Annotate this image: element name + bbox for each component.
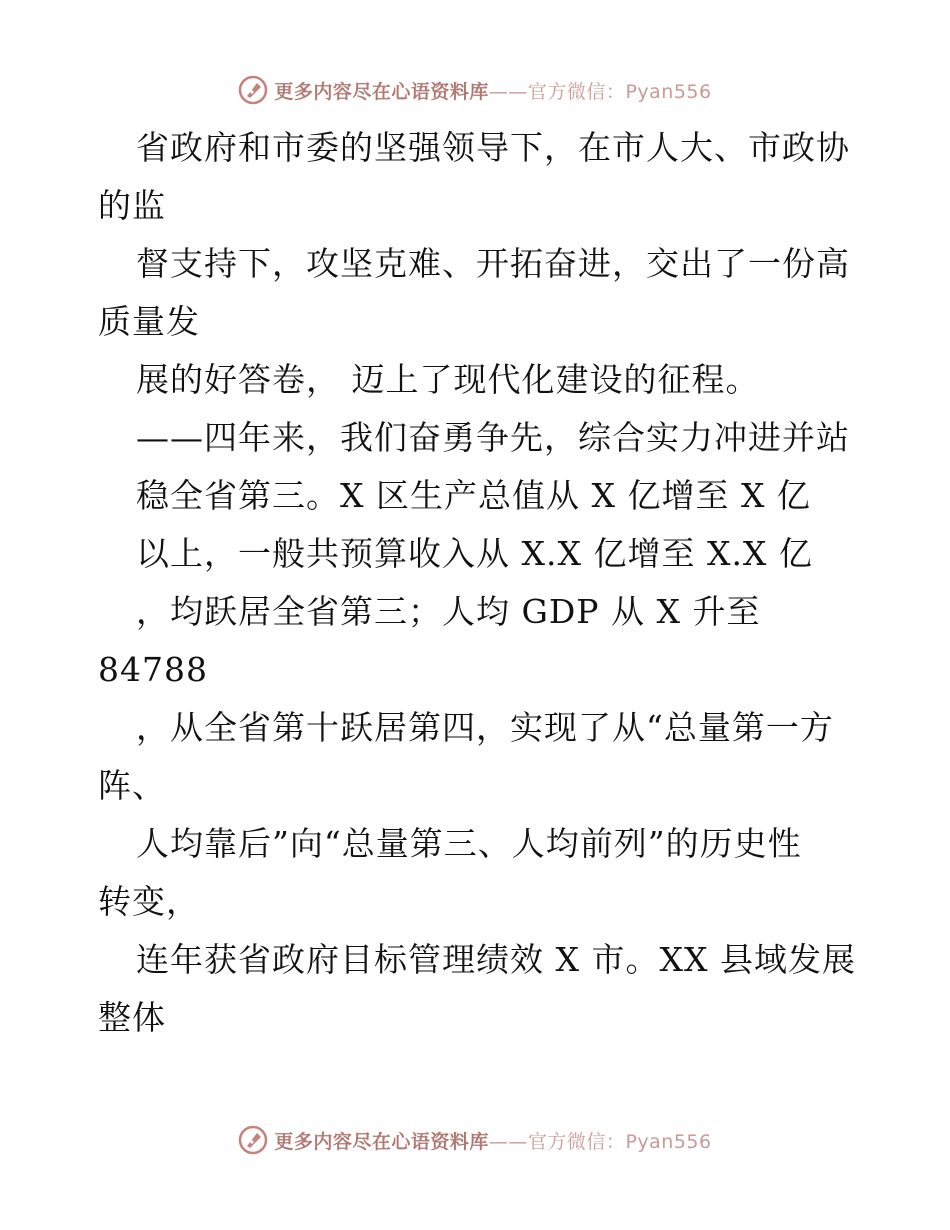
watermark-text — [274, 1127, 711, 1154]
header-watermark — [0, 70, 950, 110]
footer-watermark — [0, 1120, 950, 1160]
text-line: ——四年来，我们奋勇争先，综合实力冲进并站 — [136, 418, 850, 457]
text-line: 人均靠后”向“总量第三、人均前列”的历史性 — [136, 824, 802, 863]
watermark-wechat-id: Pyan556 — [625, 1130, 712, 1153]
pen-nib-logo-icon — [238, 75, 268, 105]
text-line: ，均跃居全省第三；人均 GDP 从 X 升至 — [136, 592, 761, 631]
text-line: 稳全省第三。X 区生产总值从 X 亿增至 X 亿 — [136, 476, 811, 515]
watermark-separator: —— — [488, 1130, 528, 1153]
text-line: 以上，一般共预算收入从 X.X 亿增至 X.X 亿 — [136, 534, 813, 573]
text-line: 连年获省政府目标管理绩效 X 市。XX 县域发展 — [136, 940, 856, 979]
watermark-brand: 更多内容尽在心语资料库 — [274, 80, 489, 103]
text-line: 质量发 — [98, 302, 200, 341]
watermark-wechat-label: 官方微信： — [527, 1130, 626, 1153]
text-line: 省政府和市委的坚强领导下，在市人大、市政协 — [136, 128, 850, 167]
text-line: 84788 — [98, 650, 208, 689]
text-line: 整体 — [98, 998, 166, 1037]
watermark-brand: 更多内容尽在心语资料库 — [274, 1130, 489, 1153]
text-line: ，从全省第十跃居第四，实现了从“总量第一方 — [136, 708, 834, 747]
text-line: 督支持下，攻坚克难、开拓奋进，交出了一份高 — [136, 244, 850, 283]
text-line: 的监 — [98, 186, 166, 225]
text-line: 转变， — [98, 882, 200, 921]
watermark-text — [274, 77, 711, 104]
text-line: 展的好答卷， 迈上了现代化建设的征程。 — [136, 360, 760, 399]
text-line: 阵、 — [98, 766, 166, 805]
watermark-wechat-label: 官方微信： — [527, 80, 626, 103]
watermark-separator: —— — [488, 80, 528, 103]
watermark-wechat-id: Pyan556 — [625, 80, 712, 103]
pen-nib-logo-icon — [238, 1125, 268, 1155]
